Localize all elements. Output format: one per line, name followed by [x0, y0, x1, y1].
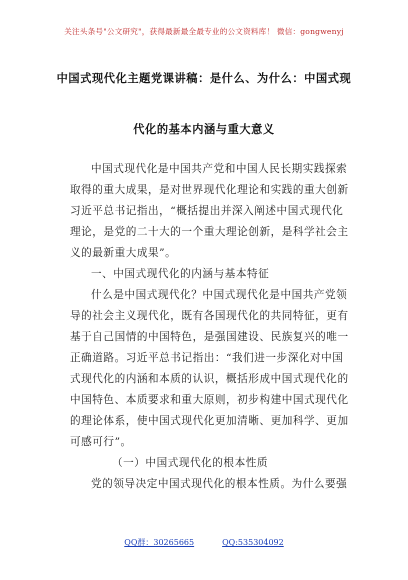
paragraph-line: 的理论体系，使中国式现代化更加清晰、更加科学、更加 [70, 415, 349, 427]
paragraph-line: 导的社会主义现代化，既有各国现代化的共同特征，更有 [70, 310, 349, 322]
header-note: 关注头条号"公文研究"，获得最新最全最专业的公文资料库！ 微信：gongwenyj [64, 27, 344, 36]
paragraph-line: 习近平总书记指出，“概括提出并深入阐述中国式现代化 [70, 205, 344, 217]
subsection-heading: （一）中国式现代化的根本性质 [112, 457, 269, 469]
paragraph-line: 取得的重大成果，是对世界现代化理论和实践的重大创新 [70, 184, 349, 196]
paragraph-line: 可感可行”。 [70, 436, 132, 448]
page-title-line-2: 代化的基本内涵与重大意义 [133, 122, 275, 136]
paragraph-line: 基于自己国情的中国特色，是强国建设、民族复兴的唯一 [70, 331, 349, 343]
footer-contact [0, 537, 408, 548]
paragraph-line: 正确道路。习近平总书记指出：“我们进一步深化对中国 [70, 352, 344, 364]
footer-qq[interactable]: QQ:535304092 [222, 538, 284, 547]
paragraph-line: 义的最新重大成果”。 [70, 247, 177, 259]
paragraph-line: 党的领导决定中国式现代化的根本性质。为什么要强 [91, 478, 348, 490]
footer-qq-group[interactable]: QQ群：30265665 [124, 538, 195, 547]
paragraph-line: 中国式现代化是中国共产党和中国人民长期实践探索 [91, 163, 348, 175]
page-title-line-1: 中国式现代化主题党课讲稿：是什么、为什么：中国式现 [56, 71, 352, 85]
paragraph-line: 式现代化的内涵和本质的认识，概括形成中国式现代化的 [70, 373, 349, 385]
paragraph-line: 什么是中国式现代化？中国式现代化是中国共产党领 [91, 289, 348, 301]
section-heading: 一、中国式现代化的内涵与基本特征 [91, 268, 270, 280]
paragraph-line: 中国特色、本质要求和重大原则，初步构建中国式现代化 [70, 394, 349, 406]
paragraph-line: 理论，是党的二十大的一个重大理论创新，是科学社会主 [70, 226, 349, 238]
document-body [70, 159, 350, 495]
